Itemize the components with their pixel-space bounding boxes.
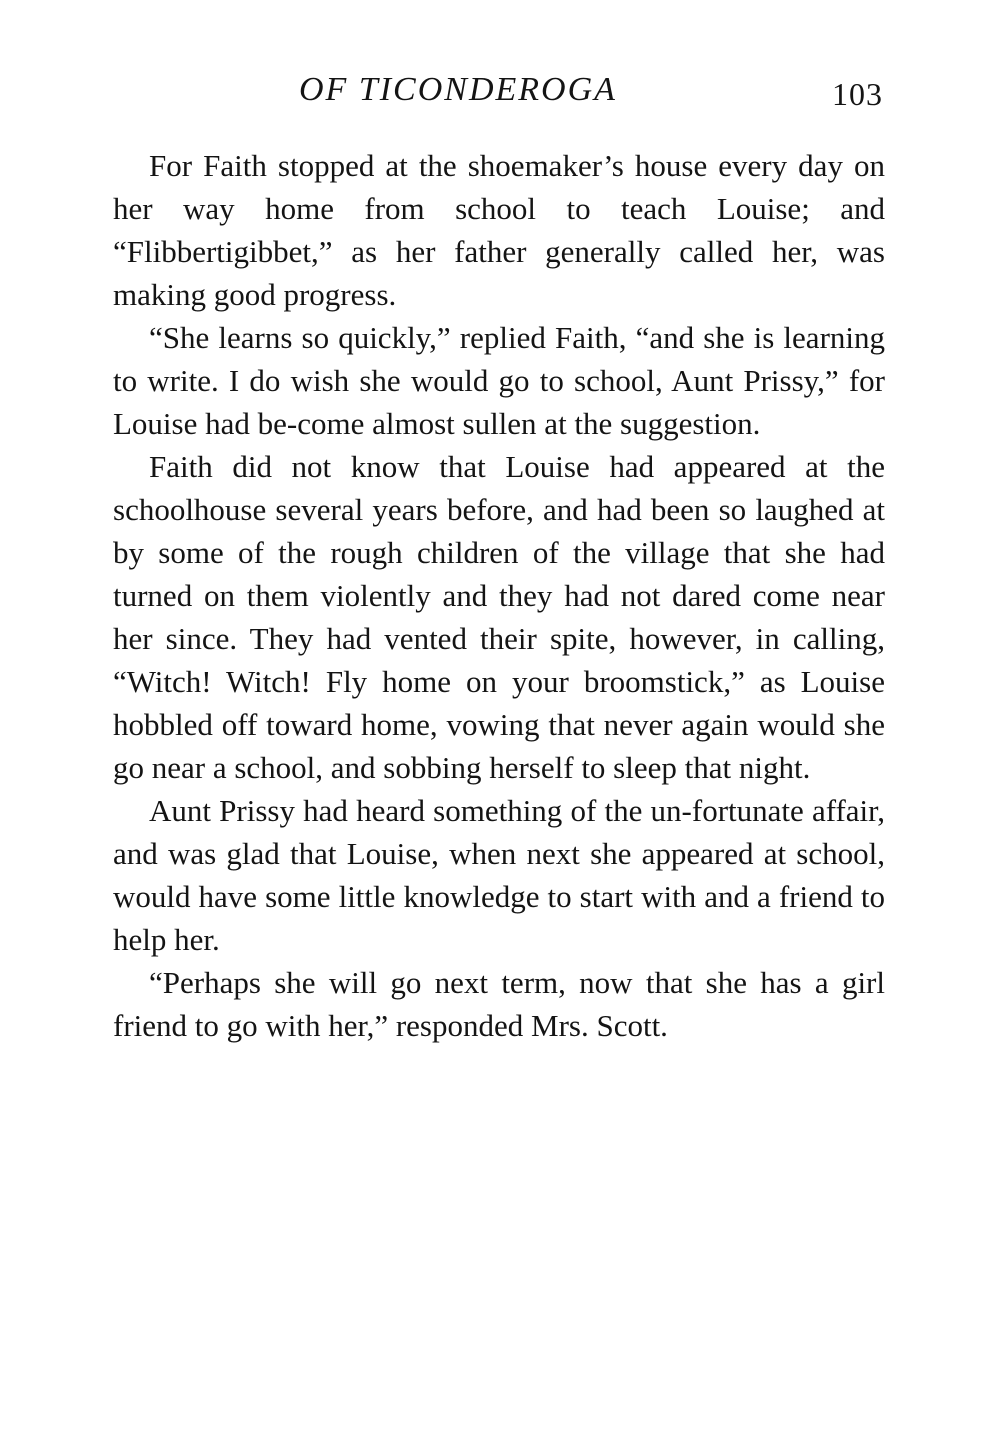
body-text	[113, 144, 885, 1047]
page-number: 103	[832, 76, 883, 112]
paragraph: Aunt Prissy had heard something of the un-fortunate affair, and was glad that Louise, when next she appeared at school, would have some little knowledge to start with and a friend to help her.	[113, 793, 885, 957]
paragraph: “She learns so quickly,” replied Faith, “and she is learning to write. I do wish she would go to school, Aunt Prissy,” for Louise had be-come almost sullen at the suggestion.	[113, 320, 885, 441]
paragraph: For Faith stopped at the shoemaker’s house every day on her way home from school to teach Louise; and “Flibbertigibbet,” as her father generally called her, was making good progress.	[113, 148, 885, 312]
running-title: OF TICONDEROGA	[299, 71, 617, 108]
running-header	[113, 66, 885, 114]
paragraph: “Perhaps she will go next term, now that she has a girl friend to go with her,” responded Mrs. Scott.	[113, 965, 885, 1043]
paragraph: Faith did not know that Louise had appeared at the schoolhouse several years before, and had been so laughed at by some of the rough children of the village that she had turned on them violently and they had not dared come near her since. They had vented their spite, however, in calling, “Witch! Witch! Fly home on your broomstick,” as Louise hobbled off toward home, vowing that never again would she go near a school, and sobbing herself to sleep that night.	[113, 449, 885, 785]
book-page	[113, 66, 885, 1047]
